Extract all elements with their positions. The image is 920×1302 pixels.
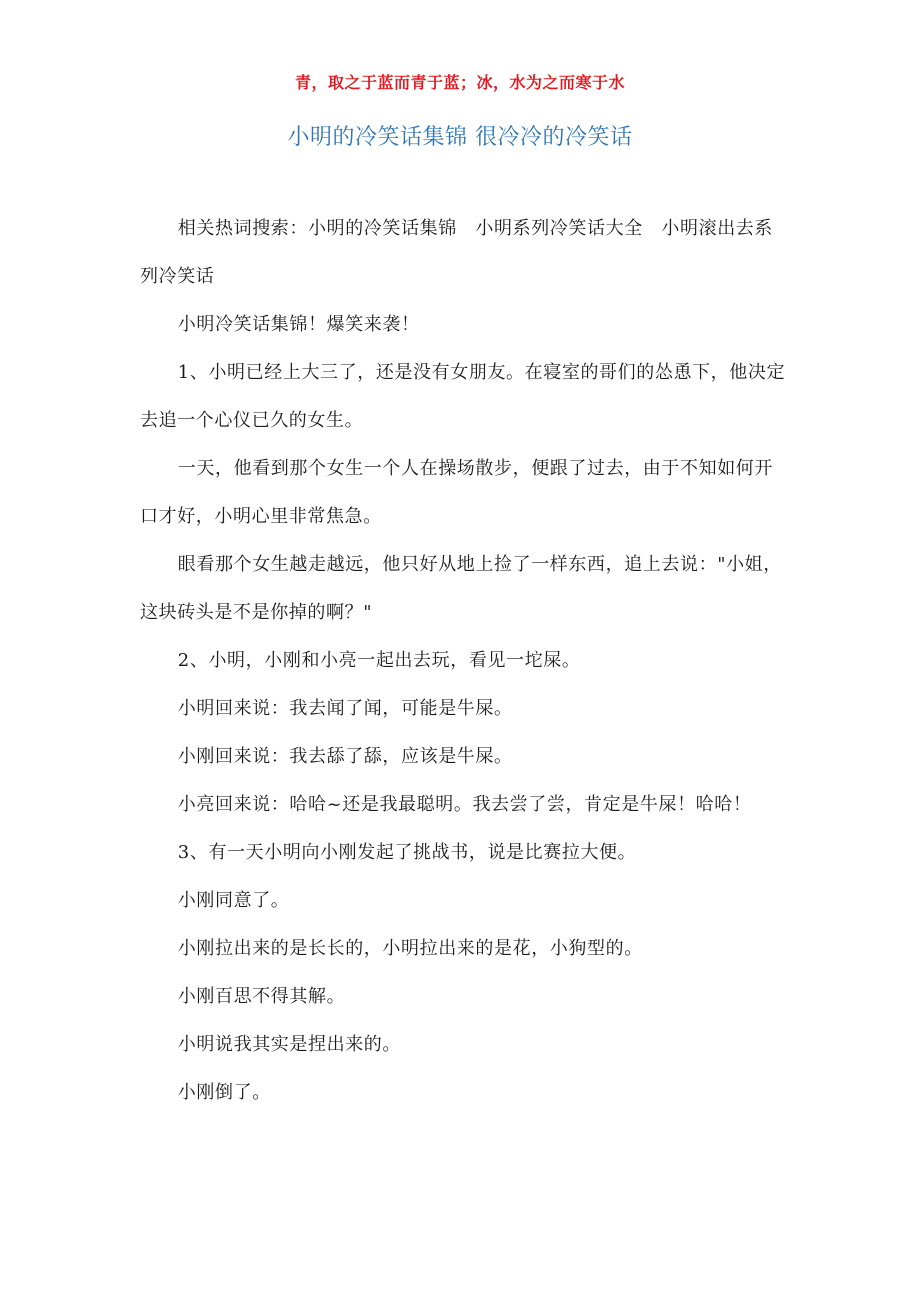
header-motto: 青，取之于蓝而青于蓝；冰，水为之而寒于水 — [294, 73, 625, 92]
joke-3-paragraph-6: 小刚倒了。 — [177, 1082, 271, 1103]
joke-3-paragraph-3: 小刚拉出来的是长长的，小明拉出来的是花，小狗型的。 — [177, 938, 643, 959]
joke-3-paragraph-5: 小明说我其实是捏出来的。 — [177, 1034, 401, 1055]
joke-3-paragraph-1: 3、有一天小明向小刚发起了挑战书，说是比赛拉大便。 — [177, 842, 637, 863]
joke-3-paragraph-4: 小刚百思不得其解。 — [177, 986, 346, 1007]
joke-2-paragraph-4: 小亮回来说：哈哈~还是我最聪明。我去尝了尝，肯定是牛屎！哈哈！ — [177, 794, 752, 815]
document-title: 小明的冷笑话集锦 很冷冷的冷笑话 — [287, 125, 633, 150]
document-body — [140, 205, 790, 1117]
joke-3-paragraph-2: 小刚同意了。 — [177, 890, 290, 911]
joke-2-paragraph-2: 小明回来说：我去闻了闻，可能是牛屎。 — [177, 698, 513, 719]
intro-paragraph: 小明冷笑话集锦！爆笑来袭！ — [177, 314, 420, 335]
joke-1-paragraph-1: 1、小明已经上大三了，还是没有女朋友。在寝室的哥们的怂恿下，他决定去追一个心仪已久的女生。 — [140, 362, 786, 431]
joke-1-paragraph-3: 眼看那个女生越走越远，他只好从地上捡了一样东西，追上去说："小姐，这块砖头是不是你掉的啊？" — [140, 554, 782, 623]
joke-1-paragraph-2: 一天，他看到那个女生一个人在操场散步，便跟了过去，由于不知如何开口才好，小明心里非常焦急。 — [140, 458, 773, 527]
joke-2-paragraph-3: 小刚回来说：我去舔了舔，应该是牛屎。 — [177, 746, 513, 767]
joke-2-paragraph-1: 2、小明，小刚和小亮一起出去玩，看见一坨屎。 — [177, 650, 581, 671]
related-search-paragraph: 相关热词搜索：小明的冷笑话集锦 小明系列冷笑话大全 小明滚出去系列冷笑话 — [140, 218, 773, 287]
